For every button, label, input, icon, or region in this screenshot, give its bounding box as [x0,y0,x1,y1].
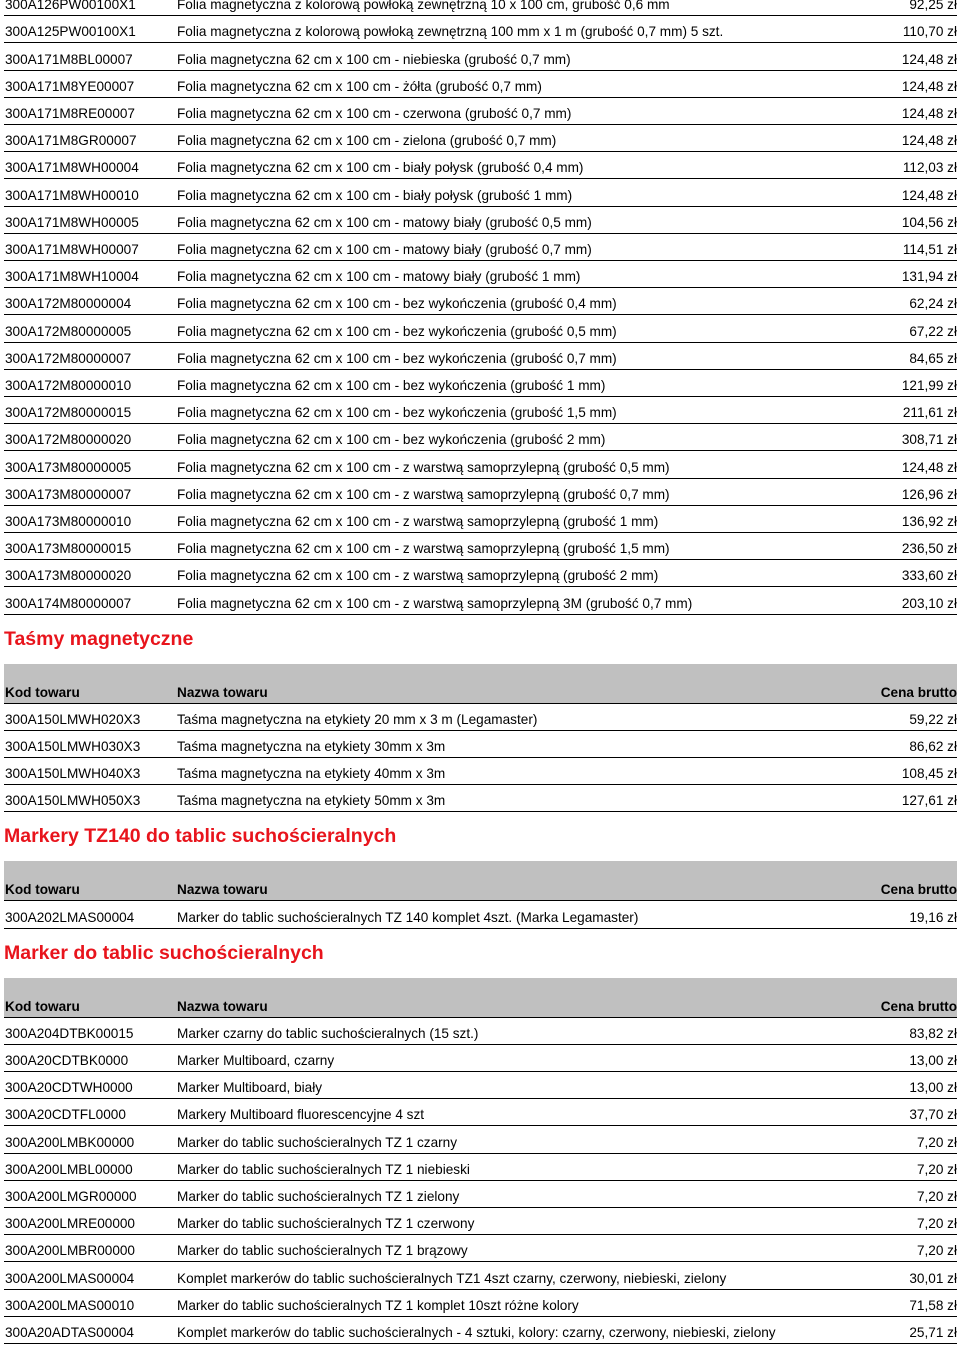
product-code: 300A172M80000010 [5,377,132,393]
product-price: 124,48 zł [901,459,957,475]
product-name: Folia magnetyczna 62 cm x 100 cm - z warstwą samoprzylepną (grubość 0,7 mm) [177,486,670,502]
product-name: Marker do tablic suchościeralnych TZ 140 komplet 4szt. (Marka Legamaster) [177,909,639,925]
product-code: 300A173M80000007 [5,486,132,502]
product-name: Folia magnetyczna 62 cm x 100 cm - bez wykończenia (grubość 0,5 mm) [177,323,617,339]
table-row [4,901,957,928]
product-name: Komplet markerów do tablic suchościeralnych - 4 sztuki, kolory: czarny, czerwony, niebieski, zielony [177,1324,776,1340]
product-price: 124,48 zł [901,51,957,67]
table-row [4,1317,957,1344]
product-code: 300A200LMBL00000 [5,1161,133,1177]
product-name: Taśma magnetyczna na etykiety 50mm x 3m [177,793,446,809]
product-name: Folia magnetyczna 62 cm x 100 cm - niebieska (grubość 0,7 mm) [177,51,571,67]
product-code: 300A173M80000015 [5,541,132,557]
product-price: 19,16 zł [909,909,957,925]
product-name: Folia magnetyczna 62 cm x 100 cm - z warstwą samoprzylepną 3M (grubość 0,7 mm) [177,595,693,611]
table-row [4,1099,957,1126]
product-name: Marker do tablic suchościeralnych TZ 1 czarny [177,1134,458,1150]
header-name: Nazwa towaru [177,684,268,700]
table-row [4,533,957,560]
product-price: 59,22 zł [909,711,957,727]
table-row [4,1262,957,1289]
table-row [4,1181,957,1208]
product-code: 300A171M8WH00005 [5,214,139,230]
table-row [4,1045,957,1072]
product-price: 112,03 zł [902,160,957,176]
table-row [4,261,957,288]
table-row [4,71,957,98]
table-row [4,152,957,179]
table-row [4,1126,957,1153]
table-row [4,1072,957,1099]
product-code: 300A20CDTWH0000 [5,1080,133,1096]
header-code: Kod towaru [5,882,80,898]
product-code: 300A173M80000020 [5,568,132,584]
product-name: Folia magnetyczna z kolorową powłoką zewnętrzną 10 x 100 cm, grubość 0,6 mm [177,0,670,13]
table-row [4,758,957,785]
table-row [4,479,957,506]
product-name: Taśma magnetyczna na etykiety 20 mm x 3 m (Legamaster) [177,711,538,727]
table-row [4,506,957,533]
product-name: Folia magnetyczna 62 cm x 100 cm - bez wykończenia (grubość 2 mm) [177,432,606,448]
product-price: 13,00 zł [909,1052,957,1068]
header-price: Cena brutto [880,882,957,898]
product-name: Folia magnetyczna 62 cm x 100 cm - bez wykończenia (grubość 0,4 mm) [177,296,617,312]
product-code: 300A126PW00100X1 [5,0,136,13]
product-code: 300A172M80000004 [5,296,132,312]
product-name: Marker Multiboard, biały [177,1080,323,1096]
product-code: 300A200LMGR00000 [5,1188,137,1204]
product-name: Folia magnetyczna 62 cm x 100 cm - matowy biały (grubość 1 mm) [177,269,581,285]
product-code: 300A173M80000010 [5,513,132,529]
product-name: Taśma magnetyczna na etykiety 30mm x 3m [177,738,446,754]
header-name: Nazwa towaru [177,882,268,898]
product-name: Marker do tablic suchościeralnych TZ 1 zielony [177,1188,460,1204]
product-price: 7,20 zł [916,1134,957,1150]
product-price: 7,20 zł [916,1188,957,1204]
header-code: Kod towaru [5,998,80,1014]
product-code: 300A171M8BL00007 [5,51,133,67]
product-name: Folia magnetyczna 62 cm x 100 cm - bez wykończenia (grubość 1 mm) [177,377,606,393]
product-price: 236,50 zł [901,541,957,557]
table-row [4,397,957,424]
product-code: 300A150LMWH040X3 [5,766,141,782]
table-row [4,98,957,125]
product-price: 7,20 zł [916,1243,957,1259]
section-title: Marker do tablic suchościeralnych [4,941,324,964]
product-name: Komplet markerów do tablic suchościeralnych TZ1 4szt czarny, czerwony, niebieski, zielony [177,1270,727,1286]
product-name: Folia magnetyczna 62 cm x 100 cm - zielona (grubość 0,7 mm) [177,133,557,149]
table-row [4,785,957,812]
product-price: 127,61 zł [901,793,957,809]
table-row [4,1290,957,1317]
table-row [4,179,957,206]
product-code: 300A171M8WH00004 [5,160,139,176]
product-name: Taśma magnetyczna na etykiety 40mm x 3m [177,766,446,782]
product-price: 30,01 zł [909,1270,957,1286]
product-price: 84,65 zł [909,350,957,366]
product-price: 92,25 zł [909,0,957,13]
table-row [4,43,957,70]
product-price: 13,00 zł [909,1080,957,1096]
product-name: Folia magnetyczna 62 cm x 100 cm - żółta (grubość 0,7 mm) [177,78,542,94]
product-price: 83,82 zł [909,1025,957,1041]
product-price: 114,51 zł [902,241,957,257]
product-name: Folia magnetyczna 62 cm x 100 cm - biały połysk (grubość 1 mm) [177,187,573,203]
table-row [4,1235,957,1262]
table-row [4,731,957,758]
product-name: Folia magnetyczna 62 cm x 100 cm - z warstwą samoprzylepną (grubość 0,5 mm) [177,459,670,475]
table-row [4,343,957,370]
product-price: 308,71 zł [901,432,957,448]
product-name: Marker do tablic suchościeralnych TZ 1 komplet 10szt różne kolory [177,1297,579,1313]
product-name: Marker Multiboard, czarny [177,1052,335,1068]
product-name: Folia magnetyczna 62 cm x 100 cm - z warstwą samoprzylepną (grubość 1,5 mm) [177,541,670,557]
product-code: 300A202LMAS00004 [5,909,135,925]
product-name: Marker czarny do tablic suchościeralnych (15 szt.) [177,1025,479,1041]
header-code: Kod towaru [5,684,80,700]
product-price: 108,45 zł [901,766,957,782]
product-price: 124,48 zł [901,105,957,121]
table-row [4,0,957,16]
product-price: 136,92 zł [901,513,957,529]
product-price: 104,56 zł [901,214,957,230]
product-price: 121,99 zł [901,377,957,393]
product-code: 300A200LMAS00004 [5,1270,135,1286]
table-header [4,861,957,901]
product-price: 67,22 zł [909,323,957,339]
product-code: 300A200LMBK00000 [5,1134,135,1150]
product-price: 7,20 zł [916,1161,957,1177]
product-name: Folia magnetyczna 62 cm x 100 cm - czerwona (grubość 0,7 mm) [177,105,572,121]
product-code: 300A125PW00100X1 [5,24,136,40]
product-code: 300A20CDTBK0000 [5,1052,129,1068]
table-row [4,234,957,261]
product-code: 300A150LMWH050X3 [5,793,141,809]
table-row [4,315,957,342]
product-name: Marker do tablic suchościeralnych TZ 1 czerwony [177,1216,475,1232]
product-name: Folia magnetyczna 62 cm x 100 cm - biały połysk (grubość 0,4 mm) [177,160,584,176]
product-code: 300A200LMBR00000 [5,1243,135,1259]
product-price: 124,48 zł [901,133,957,149]
product-price: 124,48 zł [901,187,957,203]
table-header [4,664,957,704]
product-code: 300A172M80000015 [5,405,132,421]
product-code: 300A200LMAS00010 [5,1297,135,1313]
product-code: 300A171M8GR00007 [5,133,137,149]
product-code: 300A172M80000007 [5,350,132,366]
product-price: 37,70 zł [909,1107,957,1123]
product-name: Folia magnetyczna 62 cm x 100 cm - matowy biały (grubość 0,7 mm) [177,241,592,257]
product-price: 25,71 zł [909,1324,957,1340]
table-row [4,370,957,397]
product-name: Folia magnetyczna 62 cm x 100 cm - z warstwą samoprzylepną (grubość 2 mm) [177,568,659,584]
product-code: 300A200LMRE00000 [5,1216,135,1232]
product-code: 300A20ADTAS00004 [5,1324,134,1340]
table-row [4,587,957,614]
product-code: 300A171M8RE00007 [5,105,135,121]
product-price: 86,62 zł [909,738,957,754]
product-name: Folia magnetyczna 62 cm x 100 cm - z warstwą samoprzylepną (grubość 1 mm) [177,513,659,529]
product-price: 203,10 zł [901,595,957,611]
product-name: Markery Multiboard fluorescencyjne 4 szt [177,1107,425,1123]
section-title: Markery TZ140 do tablic suchościeralnych [4,825,397,848]
table-row [4,1154,957,1181]
product-price: 126,96 zł [901,486,957,502]
product-code: 300A150LMWH020X3 [5,711,141,727]
product-name: Marker do tablic suchościeralnych TZ 1 niebieski [177,1161,470,1177]
product-code: 300A172M80000020 [5,432,132,448]
table-row [4,16,957,43]
section-title: Taśmy magnetyczne [4,627,194,650]
product-name: Marker do tablic suchościeralnych TZ 1 brązowy [177,1243,468,1259]
product-code: 300A173M80000005 [5,459,132,475]
table-row [4,424,957,451]
product-price: 71,58 zł [909,1297,957,1313]
table-row [4,560,957,587]
table-header [4,978,957,1018]
header-name: Nazwa towaru [177,998,268,1014]
product-name: Folia magnetyczna 62 cm x 100 cm - bez wykończenia (grubość 1,5 mm) [177,405,617,421]
table-row [4,125,957,152]
product-code: 300A171M8WH10004 [5,269,139,285]
product-price: 62,24 zł [909,296,957,312]
product-code: 300A150LMWH030X3 [5,738,141,754]
table-row [4,207,957,234]
table-row [4,1018,957,1045]
product-code: 300A171M8WH00010 [5,187,139,203]
header-price: Cena brutto [880,684,957,700]
table-row [4,1208,957,1235]
product-price: 211,61 zł [902,405,957,421]
product-code: 300A20CDTFL0000 [5,1107,126,1123]
product-price: 124,48 zł [901,78,957,94]
product-code: 300A204DTBK00015 [5,1025,134,1041]
product-code: 300A171M8YE00007 [5,78,135,94]
table-row [4,451,957,478]
table-row [4,704,957,731]
product-price: 110,70 zł [902,24,957,40]
product-code: 300A171M8WH00007 [5,241,139,257]
table-row [4,288,957,315]
product-price: 333,60 zł [901,568,957,584]
product-code: 300A172M80000005 [5,323,132,339]
product-name: Folia magnetyczna 62 cm x 100 cm - matowy biały (grubość 0,5 mm) [177,214,592,230]
product-code: 300A174M80000007 [5,595,132,611]
product-price: 131,94 zł [901,269,957,285]
product-name: Folia magnetyczna 62 cm x 100 cm - bez wykończenia (grubość 0,7 mm) [177,350,617,366]
product-name: Folia magnetyczna z kolorową powłoką zewnętrzną 100 mm x 1 m (grubość 0,7 mm) 5 szt. [177,24,724,40]
product-price: 7,20 zł [916,1216,957,1232]
header-price: Cena brutto [880,998,957,1014]
